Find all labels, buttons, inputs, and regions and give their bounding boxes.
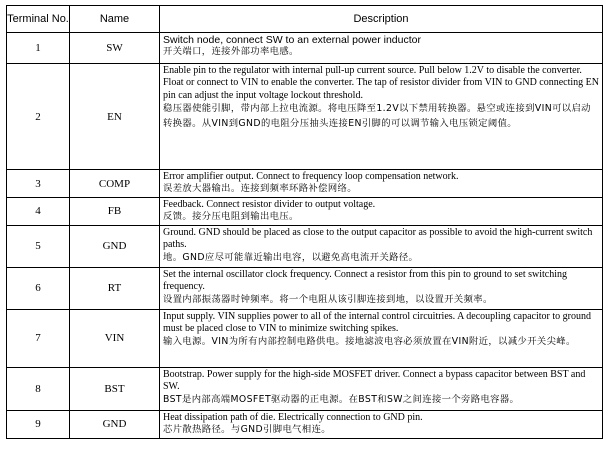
- pin-name: GND: [70, 410, 160, 438]
- pin-description: [160, 267, 603, 309]
- pin-description-table-container: [6, 5, 602, 439]
- pin-name: FB: [70, 198, 160, 226]
- pin-description-table: [6, 5, 603, 439]
- pin-name: RT: [70, 267, 160, 309]
- header-description: Description: [160, 6, 603, 33]
- pin-number: 1: [7, 33, 70, 64]
- header-terminal-no: Terminal No.: [7, 6, 70, 33]
- pin-name: BST: [70, 367, 160, 410]
- description-chinese: 误差放大器输出。连接到频率环路补偿网络。: [163, 183, 357, 195]
- description-english: Input supply. VIN supplies power to all of the internal control circuitries. A decoupling capacitor to ground must be placed close to VIN to minimize switching spikes.: [163, 310, 591, 335]
- pin-name: EN: [70, 64, 160, 170]
- description-english: Switch node, connect SW to an external power inductor: [163, 34, 421, 46]
- pin-number: 8: [7, 367, 70, 410]
- description-chinese: 稳压器使能引脚，带内部上拉电流源。将电压降至1.2V以下禁用转换器。悬空或连接到VIN可以启动转换器。从VIN到GND的电阻分压抽头连接EN引脚的可以调节输入电压锁定阈值。: [163, 103, 591, 129]
- pin-description: [160, 198, 603, 226]
- pin-number: 5: [7, 225, 70, 267]
- pin-description: [160, 410, 603, 438]
- description-english: Bootstrap. Power supply for the high-side MOSFET driver. Connect a bypass capacitor between BST and SW.: [163, 368, 586, 393]
- pin-number: 9: [7, 410, 70, 438]
- description-english: Ground. GND should be placed as close to the output capacitor as possible to avoid the high-current switch paths.: [163, 226, 593, 251]
- header-name: Name: [70, 6, 160, 33]
- pin-description: [160, 367, 603, 410]
- table-row-pin-6: [7, 267, 603, 309]
- pin-number: 4: [7, 198, 70, 226]
- description-chinese: 地。GND应尽可能靠近输出电容，以避免高电流开关路径。: [163, 251, 419, 263]
- description-chinese: BST是内部高端MOSFET驱动器的正电源。在BST和SW之间连接一个旁路电容器。: [163, 393, 520, 405]
- table-row-pin-3: [7, 170, 603, 198]
- pin-number: 2: [7, 64, 70, 170]
- description-english: Feedback. Connect resistor divider to output voltage.: [163, 199, 376, 210]
- table-row-pin-4: [7, 198, 603, 226]
- table-row-pin-5: [7, 225, 603, 267]
- table-row-pin-7: [7, 309, 603, 367]
- pin-description: [160, 170, 603, 198]
- description-chinese: 反馈。接分压电阻到输出电压。: [163, 211, 299, 223]
- description-chinese: 设置内部振荡器时钟频率。将一个电阻从该引脚连接到地，以设置开关频率。: [163, 293, 493, 305]
- pin-number: 6: [7, 267, 70, 309]
- description-chinese: 输入电源。VIN为所有内部控制电路供电。接地滤波电容必须放置在VIN附近，以减少开关尖峰。: [163, 335, 576, 347]
- table-row-pin-8: [7, 367, 603, 410]
- pin-description: [160, 225, 603, 267]
- description-chinese: 开关端口，连接外部功率电感。: [163, 46, 299, 58]
- pin-description: [160, 64, 603, 170]
- table-row-pin-9: [7, 410, 603, 438]
- pin-description: [160, 309, 603, 367]
- pin-name: COMP: [70, 170, 160, 198]
- pin-name: VIN: [70, 309, 160, 367]
- table-header-row: [7, 6, 603, 33]
- description-english: Heat dissipation path of die. Electrically connection to GND pin.: [163, 411, 423, 423]
- table-row-pin-1: [7, 33, 603, 64]
- description-chinese: 芯片散热路径。与GND引脚电气相连。: [163, 424, 331, 436]
- description-english: Set the internal oscillator clock frequency. Connect a resistor from this pin to ground to set switching frequency.: [163, 268, 567, 293]
- description-english: Enable pin to the regulator with internal pull-up current source. Pull below 1.2V to disable the converter. Float or connect to VIN to enable the converter. The tap of resistor divider from VIN to GND connecting EN pin can adjust the input voltage lockout threshold.: [163, 65, 599, 101]
- pin-name: GND: [70, 225, 160, 267]
- pin-number: 7: [7, 309, 70, 367]
- description-english: Error amplifier output. Connect to frequency loop compensation network.: [163, 171, 459, 182]
- pin-number: 3: [7, 170, 70, 198]
- pin-name: SW: [70, 33, 160, 64]
- table-row-pin-2: [7, 64, 603, 170]
- pin-description: [160, 33, 603, 64]
